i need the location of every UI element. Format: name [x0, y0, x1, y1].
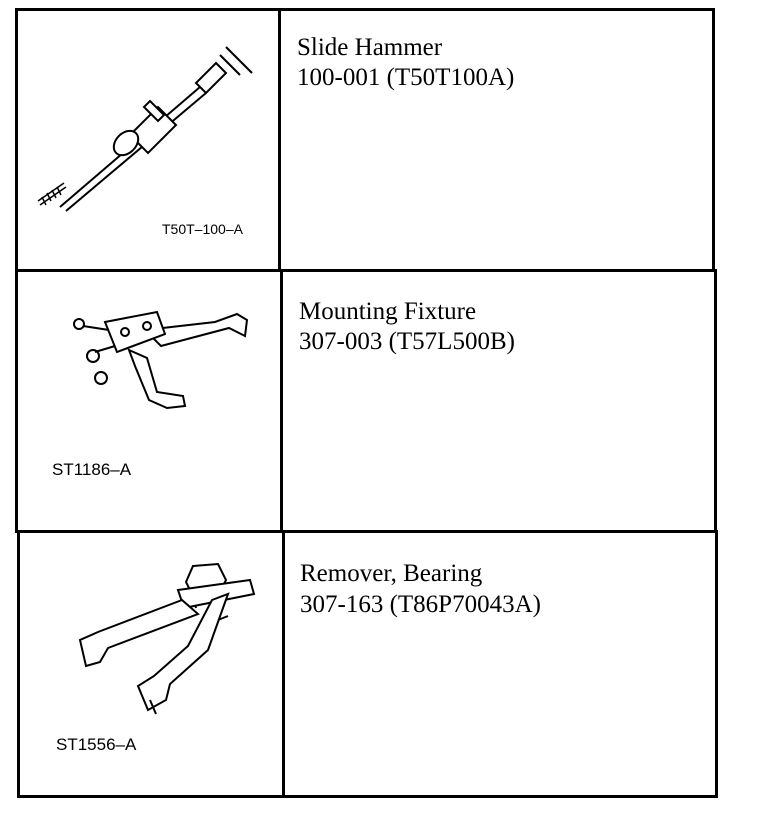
mounting-fixture-icon: [65, 300, 255, 420]
tool-name-2: Mounting Fixture: [299, 298, 477, 325]
figure-code-1: T50T–100–A: [162, 221, 243, 237]
tool-part-2: 307-003 (T57L500B): [299, 328, 515, 355]
tool-name-1: Slide Hammer: [297, 34, 443, 61]
bearing-remover-icon: [78, 560, 258, 720]
tool-part-3: 307-163 (T86P70043A): [300, 591, 541, 618]
figure-code-2: ST1186–A: [52, 460, 132, 479]
tool-name-3: Remover, Bearing: [300, 560, 483, 587]
tool-part-1: 100-001 (T50T100A): [297, 64, 515, 91]
figure-code-3: ST1556–A: [56, 735, 137, 754]
slide-hammer-icon: [30, 35, 270, 215]
